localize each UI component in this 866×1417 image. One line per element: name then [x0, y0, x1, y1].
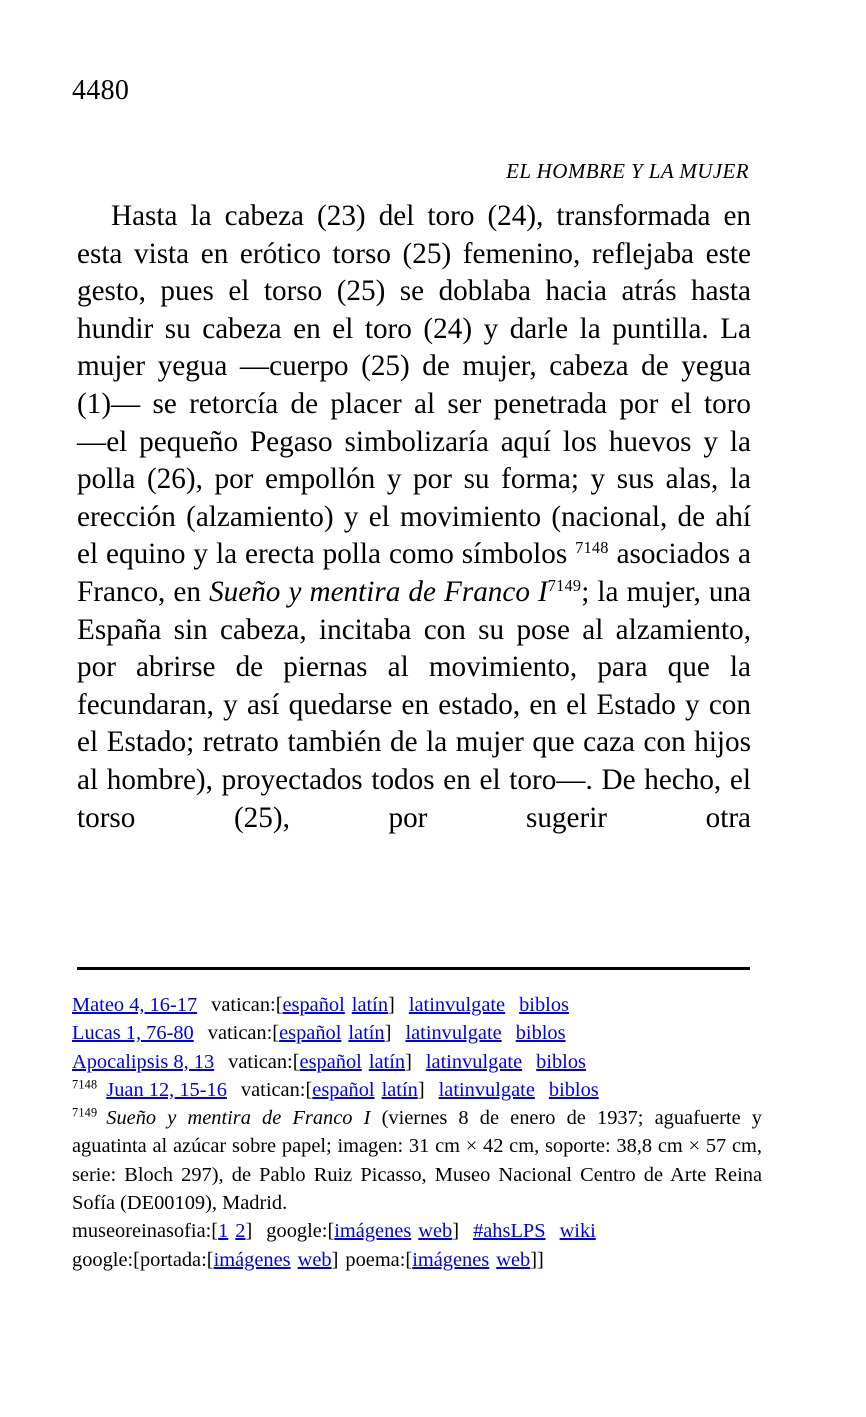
bracket-close: ]: [417, 1078, 425, 1101]
footnote-scripture-row: [72, 1019, 762, 1047]
language-link-espanol[interactable]: español: [282, 994, 345, 1016]
language-link-espanol[interactable]: español: [279, 1022, 342, 1045]
body-segment-3: ; la mujer, una España sin cabeza, incitaba con su pose al alzamiento, por abrirse de piernas al movimiento, para que la fecundaran, y así quedarse en estado, en el Estado y con el Estado; retrato también de la mujer que caza con hijos al hombre), proyectados todos en el toro―. De hecho, el torso (25), por sugerir otra: [77, 575, 751, 834]
source-label: vatican:: [211, 994, 276, 1016]
body-paragraph: [77, 198, 751, 837]
scripture-citation-link[interactable]: Mateo 4, 16-17: [72, 994, 198, 1016]
museo-link-1[interactable]: 1: [218, 1220, 229, 1243]
bracket-close: ]: [537, 1248, 544, 1271]
bracket-open: [: [305, 1078, 313, 1101]
museo-link-2[interactable]: 2: [235, 1220, 246, 1243]
biblos-link[interactable]: biblos: [548, 1078, 599, 1101]
google-imagenes-link[interactable]: imágenes: [334, 1220, 412, 1243]
portada-web-link[interactable]: web: [297, 1248, 332, 1271]
body-segment-1: Hasta la cabeza (23) del toro (24), transformada en esta vista en erótico torso (25) femenino, reflejaba este gesto, pues el torso (25) se doblaba hacia atrás hasta hundir su cabeza en el toro (24) y darle la puntilla. La mujer yegua ―cuerpo (25) de mujer, cabeza de yegua (1)― se retorcía de placer al ser penetrada por el toro ―el pequeño Pegaso simbolizaría aquí los huevos y la polla (26), por empollón y por su forma; y sus alas, la erección (alzamiento) y el movimiento (nacional, de ahí el equino y la erecta polla como símbolos: [77, 200, 751, 571]
footnote-reference-7149[interactable]: 7149: [547, 575, 582, 595]
poema-imagenes-link[interactable]: imágenes: [412, 1248, 490, 1271]
language-link-latin[interactable]: latín: [381, 1078, 418, 1101]
bracket-close: ]: [452, 1220, 460, 1243]
bracket-open: [: [275, 994, 283, 1016]
footnote-note-7149: [72, 1104, 762, 1217]
museoreinasofia-label: museoreinasofia:: [72, 1220, 212, 1243]
portada-imagenes-link[interactable]: imágenes: [213, 1248, 291, 1271]
language-link-espanol[interactable]: español: [312, 1078, 375, 1101]
bracket-open-inner: [: [405, 1248, 413, 1271]
source-label: vatican:: [207, 1022, 273, 1045]
hashtag-link[interactable]: #ahsLPS: [473, 1220, 546, 1243]
bracket-close-inner: ]: [331, 1248, 339, 1271]
footnote-marker-7149: 7149: [72, 1105, 98, 1120]
footnote-block: [72, 991, 762, 1274]
language-link-latin[interactable]: latín: [348, 1022, 385, 1045]
page-number: 4480: [72, 75, 130, 106]
poema-web-link[interactable]: web: [496, 1248, 531, 1271]
body-segment-2: asociados a Franco, en: [77, 538, 751, 608]
footnote-resource-line-1: [72, 1217, 762, 1245]
biblos-link[interactable]: biblos: [519, 994, 569, 1016]
footnote-scripture-row: [72, 991, 762, 1019]
latinvulgate-link[interactable]: latinvulgate: [425, 1050, 523, 1073]
work-title-italic: Sueño y mentira de Franco I: [209, 575, 548, 608]
biblos-link[interactable]: biblos: [515, 1022, 566, 1045]
artwork-title-italic: Sueño y mentira de Franco I: [106, 1107, 371, 1130]
bracket-open: [: [292, 1050, 300, 1073]
bracket-open: [: [272, 1022, 280, 1045]
biblos-link[interactable]: biblos: [536, 1050, 586, 1073]
bracket-open-inner: [: [206, 1248, 214, 1271]
portada-label: portada:: [139, 1248, 207, 1271]
footnote-separator-rule: [77, 967, 750, 970]
body-text-block: [77, 198, 751, 837]
bracket-close: ]: [384, 1022, 392, 1045]
google-label: google:: [266, 1220, 328, 1243]
bracket-open: [: [327, 1220, 335, 1243]
bracket-close: ]: [245, 1220, 253, 1243]
latinvulgate-link[interactable]: latinvulgate: [405, 1022, 502, 1045]
source-label: vatican:: [228, 1050, 293, 1073]
footnote-reference-7148[interactable]: 7148: [575, 538, 609, 558]
poema-label: poema:: [345, 1248, 406, 1271]
footnote-scripture-row-7148: [72, 1076, 762, 1104]
bracket-open: [: [133, 1248, 140, 1271]
footnote-scripture-row: [72, 1048, 762, 1076]
latinvulgate-link[interactable]: latinvulgate: [438, 1078, 535, 1101]
scripture-citation-link[interactable]: Lucas 1, 76-80: [72, 1022, 194, 1045]
scripture-citation-link[interactable]: Apocalipsis 8, 13: [72, 1050, 215, 1073]
latinvulgate-link[interactable]: latinvulgate: [408, 994, 506, 1016]
scripture-citation-link[interactable]: Juan 12, 15-16: [106, 1078, 227, 1101]
language-link-espanol[interactable]: español: [299, 1050, 362, 1073]
google-web-link[interactable]: web: [418, 1220, 453, 1243]
language-link-latin[interactable]: latín: [351, 994, 389, 1016]
bracket-open: [: [211, 1220, 219, 1243]
footnote-marker-7148: 7148: [72, 1077, 98, 1092]
bracket-close: ]: [405, 1050, 412, 1073]
footnote-resource-line-2: [72, 1246, 762, 1274]
bracket-close-inner: ]: [530, 1248, 537, 1271]
google-label: google:: [72, 1248, 134, 1271]
wiki-link[interactable]: wiki: [559, 1220, 596, 1243]
source-label: vatican:: [240, 1078, 306, 1101]
artwork-description: (viernes 8 de enero de 1937; aguafuerte y aguatinta al azúcar sobre papel; imagen: 31 cm × 42 cm, soporte: 38,8 cm × 57 cm, serie: Bloch 297), de Pablo Ruiz Picasso, Museo Nacional Centro de Arte Reina Sofía (DE00109), Madrid.: [72, 1107, 762, 1215]
bracket-close: ]: [388, 994, 395, 1016]
running-head: EL HOMBRE Y LA MUJER: [506, 159, 749, 183]
language-link-latin[interactable]: latín: [368, 1050, 406, 1073]
